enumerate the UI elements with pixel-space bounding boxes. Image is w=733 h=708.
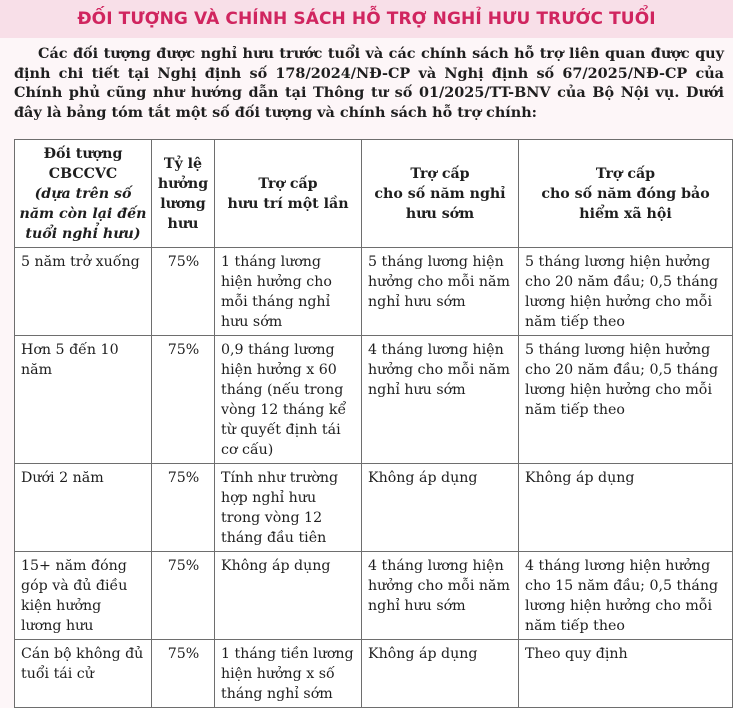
cell-rate: 75% — [152, 248, 215, 336]
table-row — [15, 640, 733, 708]
cell-subject: Hơn 5 đến 10 năm — [15, 336, 152, 464]
intro-paragraph: Các đối tượng được nghỉ hưu trước tuổi và các chính sách hỗ trợ liên quan được quy định chi tiết tại Nghị định số 178/2024/NĐ-CP và Nghị định số 67/2025/NĐ-CP của Chính phủ cũng như hướng dẫn tại Thông tư số 01/2025/TT-BNV của Bộ Nội vụ. Dưới đây là bảng tóm tắt một số đối tượng và chính sách hỗ trợ chính: — [14, 45, 724, 121]
header-insurance-line2: cho số năm đóng bảo hiểm xã hội — [541, 185, 710, 222]
cell-rate: 75% — [152, 552, 215, 640]
table-header-row — [15, 140, 733, 248]
cell-rate: 75% — [152, 336, 215, 464]
cell-insurance: Không áp dụng — [519, 464, 733, 552]
table-row — [15, 464, 733, 552]
table-row — [15, 336, 733, 464]
cell-subject: 15+ năm đóng góp và đủ điều kiện hưởng lương hưu — [15, 552, 152, 640]
cell-early: Không áp dụng — [362, 640, 519, 708]
cell-early: 5 tháng lương hiện hưởng cho mỗi năm nghỉ hưu sớm — [362, 248, 519, 336]
cell-early: 4 tháng lương hiện hưởng cho mỗi năm nghỉ hưu sớm — [362, 336, 519, 464]
header-rate: Tỷ lệ hưởng lương hưu — [152, 140, 215, 248]
cell-insurance: Theo quy định — [519, 640, 733, 708]
header-insurance — [519, 140, 733, 248]
cell-subject: 5 năm trở xuống — [15, 248, 152, 336]
table-row — [15, 552, 733, 640]
cell-lump: Không áp dụng — [215, 552, 362, 640]
header-early-line2: cho số năm nghỉ hưu sớm — [374, 185, 506, 222]
cell-insurance: 4 tháng lương hiện hưởng cho 15 năm đầu; 0,5 tháng lương hiện hưởng cho mỗi năm tiếp theo — [519, 552, 733, 640]
cell-insurance: 5 tháng lương hiện hưởng cho 20 năm đầu; 0,5 tháng lương hiện hưởng cho mỗi năm tiếp theo — [519, 248, 733, 336]
table-row — [15, 248, 733, 336]
cell-lump: 1 tháng lương hiện hưởng cho mỗi tháng nghỉ hưu sớm — [215, 248, 362, 336]
page-title: ĐỐI TƯỢNG VÀ CHÍNH SÁCH HỖ TRỢ NGHỈ HƯU TRƯỚC TUỔI — [77, 9, 656, 29]
header-insurance-line1: Trợ cấp — [595, 165, 656, 182]
policy-table — [14, 139, 733, 708]
header-subject-label: Đối tượng CBCCVC — [43, 145, 123, 182]
cell-subject: Dưới 2 năm — [15, 464, 152, 552]
header-early-line1: Trợ cấp — [410, 165, 470, 182]
header-subject-note: (dựa trên số năm còn lại đến tuổi nghỉ hưu) — [19, 185, 147, 242]
title-banner — [0, 0, 733, 38]
cell-subject: Cán bộ không đủ tuổi tái cử — [15, 640, 152, 708]
cell-early: Không áp dụng — [362, 464, 519, 552]
cell-insurance: 5 tháng lương hiện hưởng cho 20 năm đầu; 0,5 tháng lương hiện hưởng cho mỗi năm tiếp theo — [519, 336, 733, 464]
cell-early: 4 tháng lương hiện hưởng cho mỗi năm nghỉ hưu sớm — [362, 552, 519, 640]
header-lump-line2: hưu trí một lần — [227, 195, 349, 212]
cell-rate: 75% — [152, 640, 215, 708]
header-lump — [215, 140, 362, 248]
cell-rate: 75% — [152, 464, 215, 552]
header-lump-line1: Trợ cấp — [258, 175, 318, 192]
cell-lump: 0,9 tháng lương hiện hưởng x 60 tháng (nếu trong vòng 12 tháng kể từ quyết định tái cơ cấu) — [215, 336, 362, 464]
header-subject — [15, 140, 152, 248]
cell-lump: 1 tháng tiền lương hiện hưởng x số tháng nghỉ sớm — [215, 640, 362, 708]
header-early — [362, 140, 519, 248]
cell-lump: Tính như trường hợp nghỉ hưu trong vòng 12 tháng đầu tiên — [215, 464, 362, 552]
